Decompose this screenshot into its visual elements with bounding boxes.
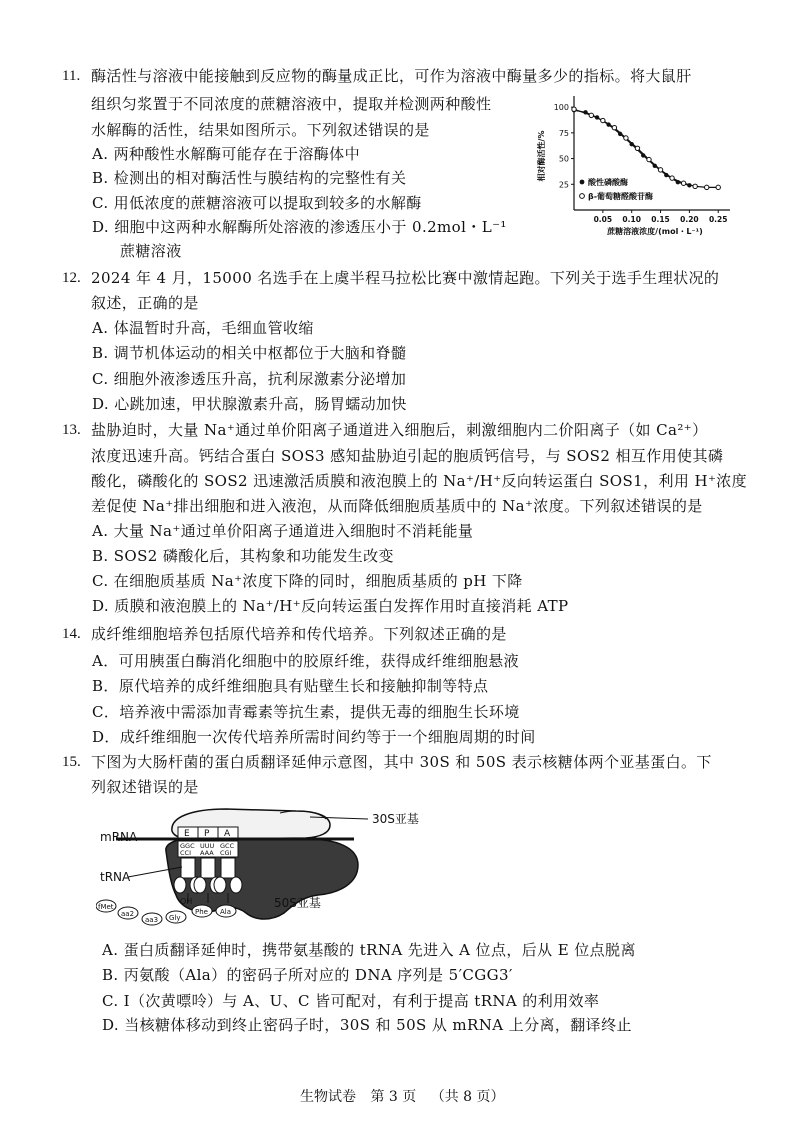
page-footer (300, 1086, 515, 1106)
site-a-label: A (224, 829, 231, 839)
footer-subject: 生物试卷 (300, 1089, 356, 1105)
q11-stem-line3: 水解酶的活性，结果如图所示。下列叙述错误的是 (91, 121, 430, 139)
q12-option-b: B. 调节机体运动的相关中枢都位于大脑和脊髓 (92, 344, 407, 362)
data-point-1 (693, 184, 697, 188)
y-tick-label: 100 (553, 103, 569, 113)
svg-text:aa2: aa2 (121, 910, 135, 918)
q12-stem-line2: 叙述，正确的是 (91, 294, 199, 312)
q13-number: 13. (62, 422, 81, 438)
svg-text:CGI: CGI (220, 849, 232, 857)
q11-number: 11. (62, 68, 81, 84)
legend-label-0: 酸性磷酸酶 (588, 178, 628, 187)
legend-marker-1 (580, 194, 585, 199)
y-tick-label: 50 (558, 154, 569, 164)
svg-text:aa3: aa3 (145, 916, 159, 924)
data-point-1 (681, 181, 685, 185)
x-tick-label: 0.25 (708, 215, 728, 224)
data-point-1 (658, 168, 662, 172)
x-tick-label: 0.15 (651, 215, 670, 224)
footer-page: 第 3 页 (370, 1089, 417, 1105)
q13-stem-line3: 酸化，磷酸化的 SOS2 迅速激活质膜和液泡膜上的 Na⁺/H⁺反向转运蛋白 SOS1，利用 H⁺浓度 (91, 472, 748, 490)
q15-ribosome-figure (96, 803, 436, 928)
q14-option-a: A．可用胰蛋白酶消化细胞中的胶原纤维，获得成纤维细胞悬液 (92, 652, 520, 670)
data-point-1 (704, 185, 708, 189)
legend-label-1: β-葡萄糖醛酸苷酶 (588, 192, 654, 201)
data-point-1 (601, 118, 605, 122)
q11-stem-line2: 组织匀浆置于不同浓度的蔗糖溶液中，提取并检测两种酸性 (91, 95, 492, 113)
q13-option-a: A. 大量 Na⁺通过单价阳离子通道进入细胞时不消耗能量 (92, 522, 474, 540)
footer-total: （共 8 页） (430, 1089, 505, 1105)
legend-marker-0 (580, 180, 585, 185)
svg-text:UUU: UUU (200, 842, 215, 850)
y-axis-label: 相对酶活性/% (537, 130, 546, 182)
q14-option-c: C．培养液中需添加青霉素等抗生素，提供无毒的细胞生长环境 (92, 703, 520, 721)
q15-option-c: C. I（次黄嘌呤）与 A、U、C 皆可配对，有利于提高 tRNA 的利用效率 (102, 992, 600, 1010)
data-point-1 (716, 185, 720, 189)
q12-stem-line1: 2024 年 4 月，15000 名选手在上虞半程马拉松比赛中激情起跑。下列关于选手生理状况的 (91, 269, 720, 287)
30s-label: 30S亚基 (372, 812, 419, 826)
x-tick-label: 0.20 (680, 215, 699, 224)
q12-number: 12. (62, 270, 81, 286)
series-line-0 (574, 110, 689, 185)
x-tick-label: 0.10 (622, 215, 641, 224)
svg-text:Phe: Phe (195, 908, 208, 916)
series-line-1 (574, 109, 718, 187)
q14-option-b: B．原代培养的成纤维细胞具有贴壁生长和接触抑制等特点 (92, 677, 489, 695)
q15-stem-line2: 列叙述错误的是 (91, 778, 199, 796)
q13-stem-line1: 盐胁迫时，大量 Na⁺通过单价阳离子通道进入细胞后，刺激细胞内二价阳离子（如 Ca²⁺） (91, 421, 708, 439)
q15-stem-line1: 下图为大肠杆菌的蛋白质翻译延伸示意图，其中 30S 和 50S 表示核糖体两个亚基蛋白。下 (91, 753, 712, 771)
trna-label: tRNA (100, 870, 131, 884)
q14-stem-line1: 成纤维细胞培养包括原代培养和传代培养。下列叙述正确的是 (91, 625, 507, 643)
mrna-label: mRNA (100, 830, 138, 844)
q15-option-d: D. 当核糖体移动到终止密码子时，30S 和 50S 从 mRNA 上分离，翻译终止 (102, 1016, 632, 1034)
q11-option-a: A. 两种酸性水解酶可能存在于溶酶体中 (92, 145, 360, 163)
x-tick-label: 0.05 (593, 215, 613, 224)
q11-option-c: C. 用低浓度的蔗糖溶液可以提取到较多的水解酶 (92, 194, 422, 212)
q11-option-d: D. 细胞中这两种水解酶所处溶液的渗透压小于 0.2mol・L⁻¹ (92, 218, 507, 236)
svg-text:AAA: AAA (200, 849, 214, 857)
q13-option-d: D. 质膜和液泡膜上的 Na⁺/H⁺反向转运蛋白发挥作用时直接消耗 ATP (92, 597, 569, 615)
data-point-1 (589, 113, 593, 117)
svg-text:GCC: GCC (220, 842, 235, 850)
q11-option-d-cont: 蔗糖溶液 (120, 242, 182, 260)
q15-option-a: A. 蛋白质翻译延伸时，携带氨基酸的 tRNA 先进入 A 位点，后从 E 位点脱离 (102, 941, 636, 959)
data-point-1 (635, 146, 639, 150)
svg-text:Ala: Ala (220, 908, 232, 916)
q11-option-b: B. 检测出的相对酶活性与膜结构的完整性有关 (92, 169, 407, 187)
site-e-label: E (184, 829, 190, 839)
q11-enzyme-chart (530, 92, 738, 254)
q13-option-c: C. 在细胞质基质 Na⁺浓度下降的同时，细胞质基质的 pH 下降 (92, 572, 523, 590)
q14-number: 14. (62, 626, 81, 642)
data-point-1 (670, 176, 674, 180)
svg-text:CCI: CCI (180, 849, 191, 857)
q12-option-c: C. 细胞外液渗透压升高，抗利尿激素分泌增加 (92, 370, 407, 388)
site-p-label: P (204, 829, 210, 839)
q15-number: 15. (62, 754, 81, 770)
svg-text:fMet: fMet (98, 903, 114, 911)
q13-option-b: B. SOS2 磷酸化后，其构象和功能发生改变 (92, 547, 394, 565)
data-point-1 (612, 126, 616, 130)
q14-option-d: D．成纤维细胞一次传代培养所需时间约等于一个细胞周期的时间 (92, 728, 536, 746)
data-point-1 (647, 157, 651, 161)
y-tick-label: 25 (558, 180, 569, 190)
svg-text:Gly: Gly (169, 914, 181, 922)
oh-label: OH (180, 897, 193, 906)
q12-option-a: A. 体温暂时升高，毛细血管收缩 (92, 319, 314, 337)
x-axis-label: 蔗糖溶液浓度/(mol・L⁻¹) (607, 227, 703, 236)
svg-text:GGC: GGC (180, 842, 195, 850)
q13-stem-line4: 差促使 Na⁺排出细胞和进入液泡，从而降低细胞质基质中的 Na⁺浓度。下列叙述错误的是 (91, 497, 703, 515)
q11-stem-line1: 酶活性与溶液中能接触到反应物的酶量成正比，可作为溶液中酶量多少的指标。将大鼠肝 (91, 67, 692, 85)
q13-stem-line2: 浓度迅速升高。钙结合蛋白 SOS3 感知盐胁迫引起的胞质钙信号，与 SOS2 相互作用使其磷 (91, 447, 724, 465)
y-tick-label: 75 (558, 128, 569, 138)
50s-label: 50S亚基 (274, 896, 321, 910)
q15-option-b: B. 丙氨酸（Ala）的密码子所对应的 DNA 序列是 5′CGG3′ (102, 966, 513, 984)
q12-option-d: D. 心跳加速，甲状腺激素升高，肠胃蠕动加快 (92, 395, 407, 413)
data-point-1 (624, 136, 628, 140)
data-point-1 (572, 107, 576, 111)
